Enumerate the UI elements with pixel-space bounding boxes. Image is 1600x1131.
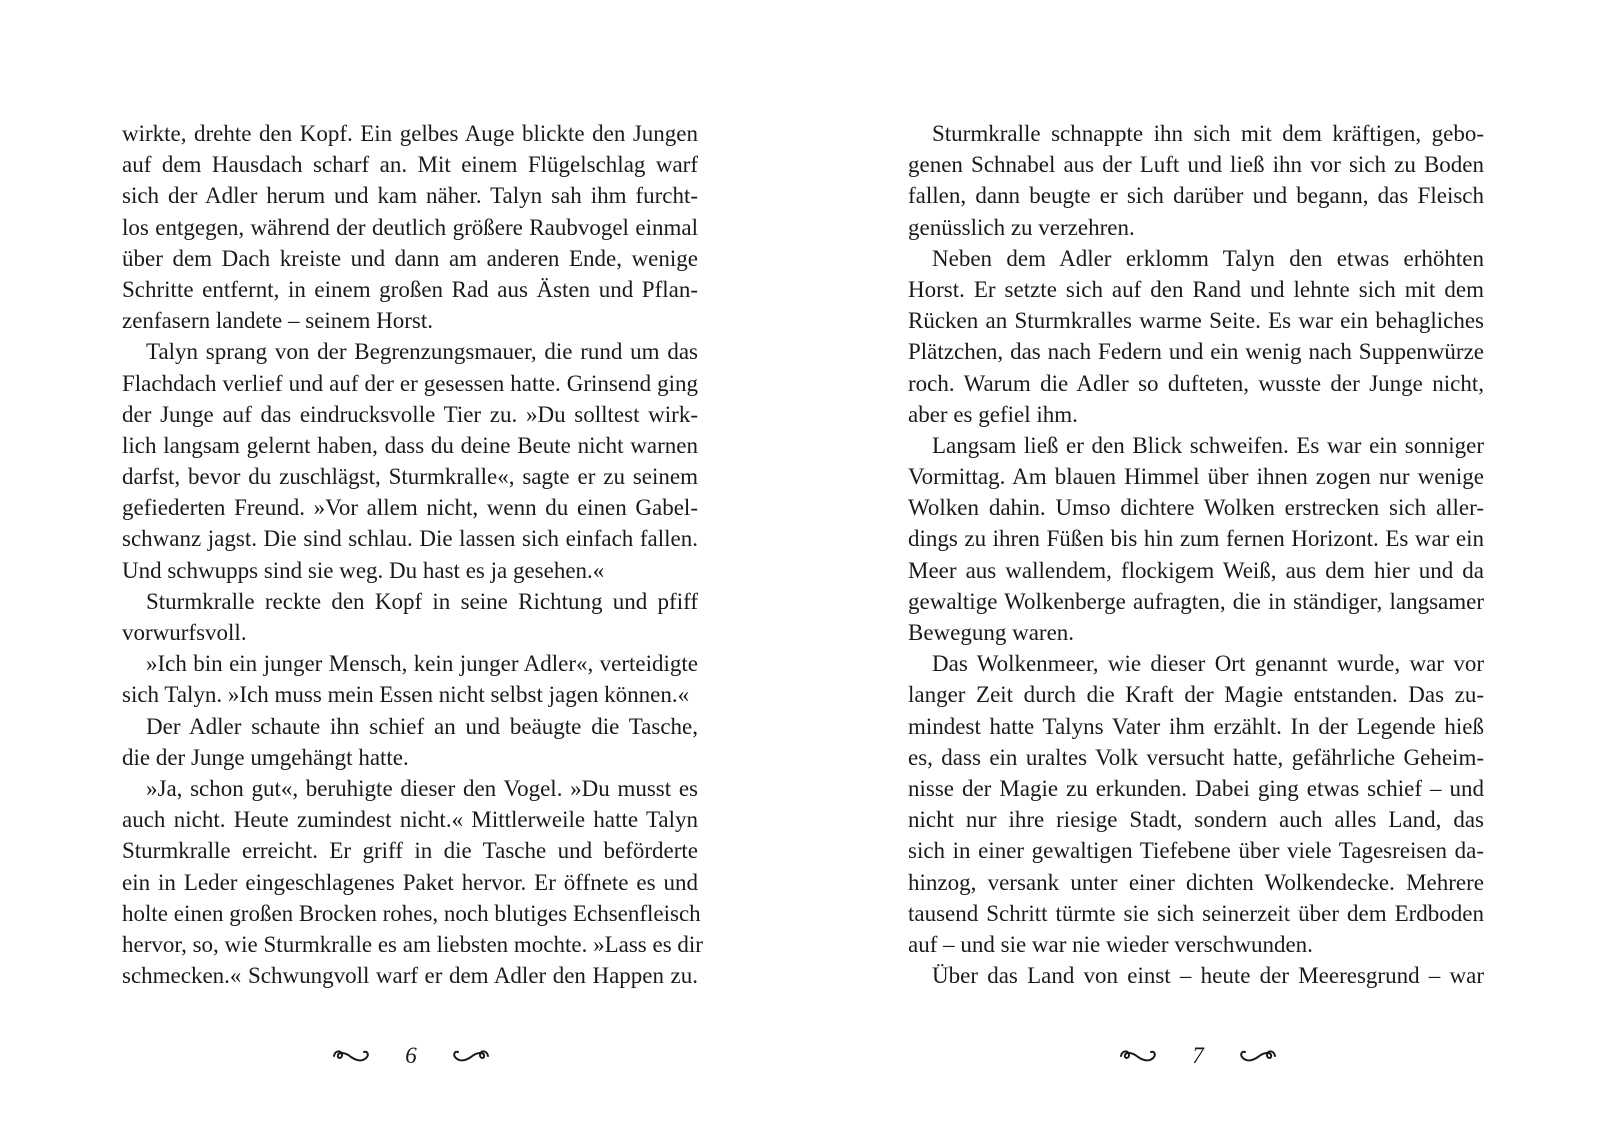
text-line: Und schwupps sind sie weg. Du hast es ja gesehen.«: [122, 557, 605, 583]
text-line: hervor, so, wie Sturmkralle es am liebsten mochte. »Lass es dir: [122, 931, 703, 957]
text-line: Talyn sprang von der Begrenzungsmauer, die rund um das: [146, 339, 698, 365]
page-number: 7: [1192, 1043, 1204, 1068]
text-line: Horst. Er setzte sich auf den Rand und lehnte sich mit dem: [908, 276, 1484, 302]
text-line: gewaltige Wolkenberge aufragten, die in ständiger, langsamer: [908, 588, 1484, 614]
text-line: roch. Warum die Adler so dufteten, wusste der Junge nicht,: [908, 370, 1484, 396]
text-line: »Ja, schon gut«, beruhigte dieser den Vogel. »Du musst es: [146, 775, 698, 801]
text-line: tausend Schritt türmte sie sich seinerzeit über dem Erdboden: [908, 900, 1484, 926]
text-line: holte einen großen Brocken rohes, noch blutiges Echsenfleisch: [122, 900, 701, 926]
text-line: Über das Land von einst – heute der Meeresgrund – war: [932, 963, 1484, 989]
text-line: nicht nur ihre riesige Stadt, sondern auch alles Land, das: [908, 807, 1484, 833]
text-line: Plätzchen, das nach Federn und ein wenig nach Suppenwürze: [908, 339, 1484, 365]
text-line: Sturmkralle reckte den Kopf in seine Richtung und pfiff: [146, 588, 698, 614]
text-line: auf dem Hausdach scharf an. Mit einem Flügelschlag warf: [122, 152, 698, 178]
swirl-ornament-icon: [451, 1046, 491, 1066]
page-number-right: [1118, 1040, 1278, 1072]
text-line: zenfasern landete – seinem Horst.: [122, 308, 434, 334]
text-line: nisse der Magie zu erkunden. Dabei ging etwas schief – und: [908, 775, 1484, 801]
text-line: los entgegen, während der deutlich größere Raubvogel einmal: [122, 214, 698, 240]
text-line: die der Junge umgehängt hatte.: [122, 744, 409, 770]
text-line: schmecken.« Schwungvoll warf er dem Adler den Happen zu.: [122, 963, 698, 989]
text-line: Bewegung waren.: [908, 620, 1075, 645]
text-line: Flachdach verlief und auf der er gesessen hatte. Grinsend ging: [122, 370, 698, 396]
left-page-text: [122, 118, 703, 991]
text-line: »Ich bin ein junger Mensch, kein junger Adler«, verteidigte: [146, 651, 698, 677]
text-line: genen Schnabel aus der Luft und ließ ihn vor sich zu Boden: [908, 152, 1484, 178]
text-line: über dem Dach kreiste und dann am anderen Ende, wenige: [122, 245, 698, 271]
text-line: Schritte entfernt, in einem großen Rad aus Ästen und Pflan-: [122, 276, 698, 302]
text-line: Vormittag. Am blauen Himmel über ihnen zogen nur wenige: [908, 464, 1484, 490]
swirl-ornament-icon: [1118, 1046, 1158, 1066]
text-line: darfst, bevor du zuschlägst, Sturmkralle«, sagte er zu seinem: [122, 464, 698, 490]
text-line: langer Zeit durch die Kraft der Magie entstanden. Das zu-: [908, 682, 1484, 708]
text-line: Rücken an Sturmkralles warme Seite. Es war ein behagliches: [908, 308, 1484, 334]
text-line: Langsam ließ er den Blick schweifen. Es war ein sonniger: [932, 432, 1484, 458]
text-line: lich langsam gelernt haben, dass du deine Beute nicht warnen: [122, 432, 698, 458]
text-line: genüsslich zu verzehren.: [908, 214, 1135, 240]
text-line: sich Talyn. »Ich muss mein Essen nicht selbst jagen können.«: [122, 682, 690, 708]
text-line: mindest hatte Talyns Vater ihm erzählt. In der Legende hieß: [908, 713, 1484, 739]
right-page-text: [908, 118, 1484, 991]
text-line: fallen, dann beugte er sich darüber und begann, das Fleisch: [908, 183, 1484, 209]
text-line: schwanz jagst. Die sind schlau. Die lassen sich einfach fallen.: [122, 526, 698, 552]
text-line: dings zu ihren Füßen bis hin zum fernen Horizont. Es war ein: [908, 526, 1484, 552]
page-number: 6: [405, 1043, 417, 1068]
text-line: sich in einer gewaltigen Tiefebene über viele Tagesreisen da-: [908, 838, 1484, 864]
text-line: ein in Leder eingeschlagenes Paket hervor. Er öffnete es und: [122, 869, 698, 895]
text-line: Sturmkralle schnappte ihn sich mit dem kräftigen, gebo-: [932, 121, 1484, 146]
text-line: gefiederten Freund. »Vor allem nicht, wenn du einen Gabel-: [122, 495, 698, 521]
text-line: Das Wolkenmeer, wie dieser Ort genannt wurde, war vor: [932, 651, 1484, 677]
page-number-left: [331, 1040, 491, 1072]
text-line: Sturmkralle erreicht. Er griff in die Tasche und beförderte: [122, 838, 698, 864]
text-line: aber es gefiel ihm.: [908, 401, 1078, 427]
text-line: Meer aus wallendem, flockigem Weiß, aus dem hier und da: [908, 557, 1484, 583]
swirl-ornament-icon: [1238, 1046, 1278, 1066]
text-line: Der Adler schaute ihn schief an und beäugte die Tasche,: [146, 713, 698, 739]
text-line: auf – und sie war nie wieder verschwunden.: [908, 931, 1313, 957]
text-line: sich der Adler herum und kam näher. Talyn sah ihm furcht-: [122, 183, 698, 209]
swirl-ornament-icon: [331, 1046, 371, 1066]
text-line: es, dass ein uraltes Volk versucht hatte, gefährliche Geheim-: [908, 744, 1484, 770]
text-line: der Junge auf das eindrucksvolle Tier zu. »Du solltest wirk-: [122, 401, 698, 427]
text-line: Neben dem Adler erklomm Talyn den etwas erhöhten: [932, 245, 1484, 271]
text-line: vorwurfsvoll.: [122, 620, 247, 645]
text-line: auch nicht. Heute zumindest nicht.« Mittlerweile hatte Talyn: [122, 807, 698, 833]
text-line: hinzog, versank unter einer dichten Wolkendecke. Mehrere: [908, 869, 1484, 895]
text-line: Wolken dahin. Umso dichtere Wolken erstrecken sich aller-: [908, 495, 1484, 521]
text-line: wirkte, drehte den Kopf. Ein gelbes Auge blickte den Jungen: [122, 121, 698, 146]
